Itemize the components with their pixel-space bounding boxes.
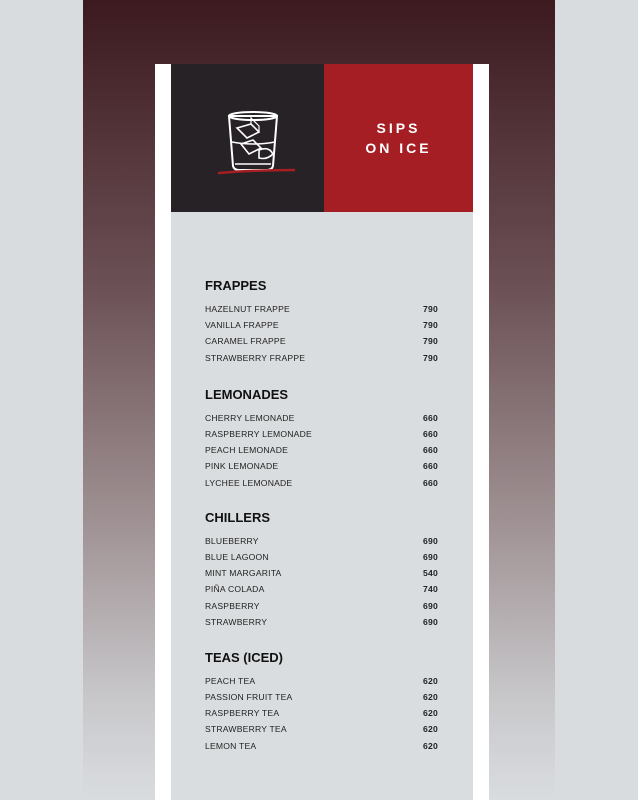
menu-section <box>205 387 439 491</box>
menu-item <box>205 410 439 426</box>
item-name: STRAWBERRY TEA <box>205 724 287 735</box>
item-name: RASPBERRY <box>205 600 260 611</box>
item-name: PIÑA COLADA <box>205 584 265 595</box>
item-name: STRAWBERRY FRAPPE <box>205 352 306 363</box>
item-name: LEMON TEA <box>205 740 257 751</box>
item-name: MINT MARGARITA <box>205 568 282 579</box>
menu-list <box>205 278 439 775</box>
section-title: LEMONADES <box>205 386 289 402</box>
section-title: CHILLERS <box>205 509 270 525</box>
item-name: BLUEBERRY <box>205 535 259 546</box>
menu-item <box>205 549 439 565</box>
item-price: 790 <box>423 304 438 315</box>
item-name: PINK LEMONADE <box>205 461 279 472</box>
menu-item <box>205 426 439 442</box>
menu-item <box>205 689 439 705</box>
whiskey-glass-icon <box>215 108 295 178</box>
item-price: 790 <box>423 352 438 363</box>
menu-item <box>205 317 439 333</box>
item-price: 620 <box>423 708 438 719</box>
menu-section <box>205 278 439 366</box>
item-price: 620 <box>423 675 438 686</box>
item-price: 790 <box>423 320 438 331</box>
section-title: FRAPPES <box>205 278 267 293</box>
menu-item <box>205 333 439 349</box>
menu-item <box>205 614 439 630</box>
item-price: 620 <box>423 692 438 703</box>
menu-item <box>205 458 439 474</box>
menu-item <box>205 565 439 581</box>
item-price: 790 <box>423 336 438 347</box>
item-name: STRAWBERRY <box>205 616 268 627</box>
item-name: CHERRY LEMONADE <box>205 412 295 423</box>
menu-card <box>171 64 473 800</box>
item-name: VANILLA FRAPPE <box>205 320 279 331</box>
item-price: 660 <box>423 412 438 423</box>
menu-section <box>205 650 439 754</box>
menu-item <box>205 705 439 721</box>
menu-item <box>205 721 439 737</box>
item-price: 660 <box>423 429 438 440</box>
item-price: 690 <box>423 535 438 546</box>
menu-frame <box>155 64 489 800</box>
menu-item <box>205 442 439 458</box>
brand-title: SIPS ON ICE <box>365 120 432 156</box>
menu-item <box>205 350 439 366</box>
menu-item <box>205 597 439 613</box>
menu-section <box>205 510 439 630</box>
menu-item <box>205 475 439 491</box>
item-name: RASPBERRY TEA <box>205 708 280 719</box>
item-name: BLUE LAGOON <box>205 551 269 562</box>
item-name: PASSION FRUIT TEA <box>205 692 293 703</box>
item-price: 740 <box>423 584 438 595</box>
item-name: PEACH TEA <box>205 675 256 686</box>
item-price: 690 <box>423 551 438 562</box>
item-price: 690 <box>423 616 438 627</box>
item-name: PEACH LEMONADE <box>205 445 289 456</box>
item-name: RASPBERRY LEMONADE <box>205 429 312 440</box>
item-price: 660 <box>423 445 438 456</box>
menu-item <box>205 533 439 549</box>
brand-panel <box>324 64 473 212</box>
item-price: 660 <box>423 477 438 488</box>
menu-item <box>205 738 439 754</box>
item-price: 660 <box>423 461 438 472</box>
item-name: CARAMEL FRAPPE <box>205 336 286 347</box>
item-price: 620 <box>423 724 438 735</box>
item-price: 690 <box>423 600 438 611</box>
hero-icon-panel <box>171 64 324 212</box>
menu-item <box>205 673 439 689</box>
menu-item <box>205 301 439 317</box>
item-price: 620 <box>423 740 438 751</box>
item-price: 540 <box>423 568 438 579</box>
section-title: TEAS (ICED) <box>205 649 283 665</box>
item-name: LYCHEE LEMONADE <box>205 477 293 488</box>
menu-item <box>205 581 439 597</box>
item-name: HAZELNUT FRAPPE <box>205 304 290 315</box>
